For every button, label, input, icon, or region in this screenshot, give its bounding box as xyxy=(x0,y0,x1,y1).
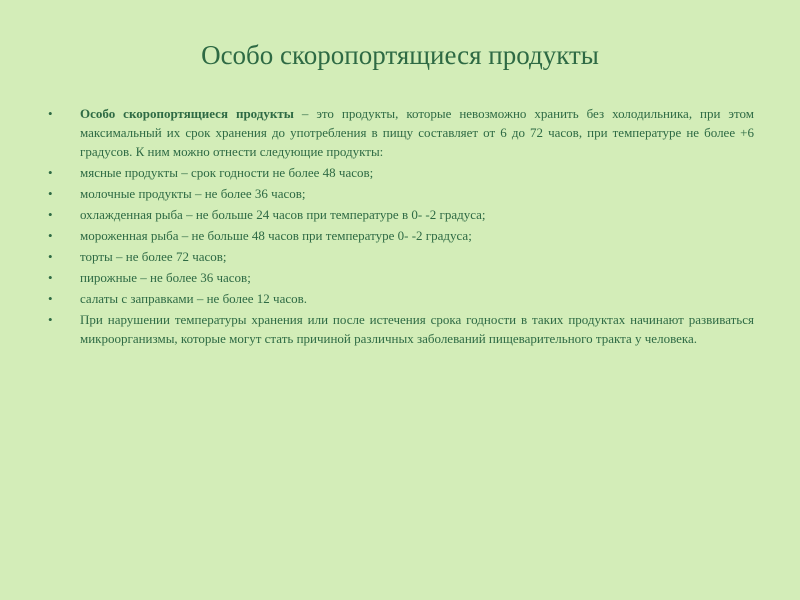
list-item xyxy=(48,184,754,203)
list-item-text: пирожные – не более 36 часов; xyxy=(80,270,251,285)
list-item-text: торты – не более 72 часов; xyxy=(80,249,227,264)
list-item-text: охлажденная рыба – не больше 24 часов при температуре в 0- -2 градуса; xyxy=(80,207,486,222)
bullet-icon: • xyxy=(48,207,53,222)
conclusion-text: При нарушении температуры хранения или после истечения срока годности в таких продуктах начинают развиваться микроорганизмы, которые могут стать причиной различных заболеваний пищеварительного тракта у человека. xyxy=(80,312,754,346)
bullet-icon: • xyxy=(48,270,53,285)
intro-paragraph xyxy=(48,104,754,161)
list-item xyxy=(48,163,754,182)
list-item xyxy=(48,205,754,224)
bullet-icon: • xyxy=(48,106,53,121)
intro-bold-term: Особо скоропортящиеся продукты xyxy=(80,106,294,121)
list-item xyxy=(48,289,754,308)
list-item xyxy=(48,247,754,266)
bullet-list xyxy=(48,104,754,348)
slide-content xyxy=(48,104,754,350)
intro-text: – это продукты, которые невозможно хранить без холодильника, при этом максимальный их срок хранения до употребления в пищу составляет от 6 до 72 часов, при температуре не более +6 градусов. К ним можно отнести следующие продукты: xyxy=(80,106,754,159)
bullet-icon: • xyxy=(48,312,53,327)
list-item xyxy=(48,268,754,287)
bullet-icon: • xyxy=(48,291,53,306)
conclusion-paragraph xyxy=(48,310,754,348)
bullet-icon: • xyxy=(48,228,53,243)
bullet-icon: • xyxy=(48,165,53,180)
bullet-icon: • xyxy=(48,186,53,201)
list-item xyxy=(48,226,754,245)
list-item-text: мясные продукты – срок годности не более 48 часов; xyxy=(80,165,374,180)
list-item-text: салаты с заправками – не более 12 часов. xyxy=(80,291,308,306)
bullet-icon: • xyxy=(48,249,53,264)
slide-title: Особо скоропортящиеся продукты xyxy=(201,40,599,70)
list-item-text: мороженная рыба – не больше 48 часов при температуре 0- -2 градуса; xyxy=(80,228,472,243)
list-item-text: молочные продукты – не более 36 часов; xyxy=(80,186,306,201)
